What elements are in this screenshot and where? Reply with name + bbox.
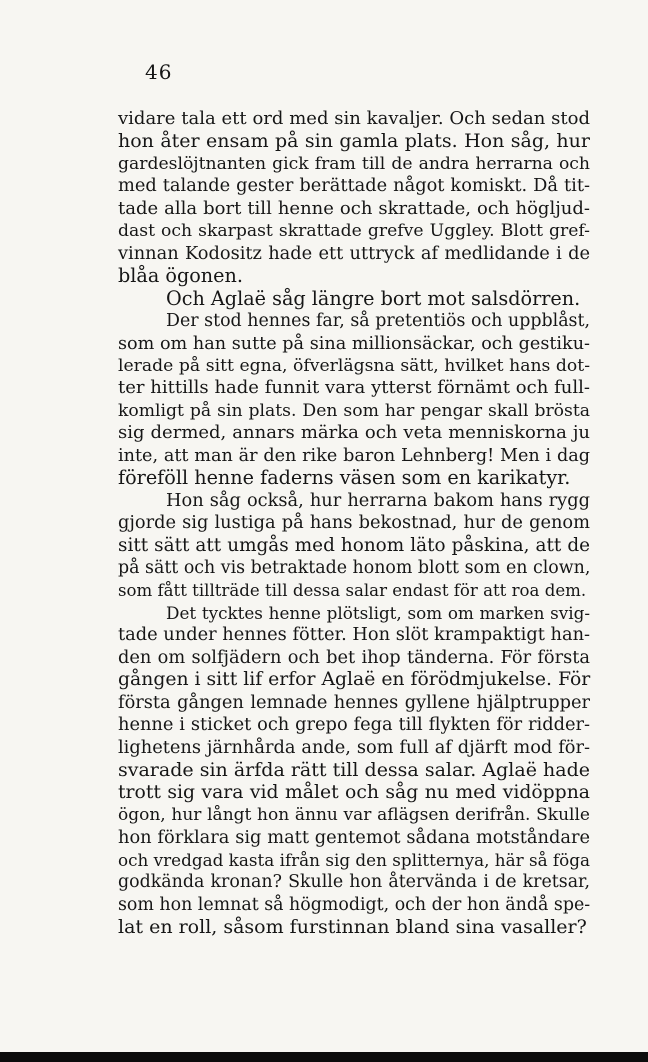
text-line: ter hittills hade funnit vara ytterst förnämt och full- [118, 377, 590, 399]
text-line: hon förklara sig matt gentemot sådana motståndare [118, 826, 590, 848]
text-line: som hon lemnat så högmodigt, och der hon ändå spe- [118, 894, 591, 915]
body-text [118, 108, 590, 939]
text-line: på sätt och vis betraktade honom blott som en clown, [118, 558, 591, 579]
text-line: sitt sätt att umgås med honom läto påskina, att de [118, 534, 590, 556]
text-line: Hon såg också, hur herrarna bakom hans rygg [166, 489, 590, 511]
text-line: som om han sutte på sina millionsäckar, och gestiku- [118, 333, 590, 354]
paragraph-2 [118, 288, 590, 310]
text-line: inte, att man är den rike baron Lehnberg! Men i dag [118, 445, 590, 466]
text-line: dast och skarpast skrattade grefve Uggley. Blott gref- [118, 221, 590, 242]
text-line: vinnan Kodositz hade ett uttryck af medlidande i de [118, 242, 590, 264]
text-line: lat en roll, såsom furstinnan bland sina vasaller? [118, 916, 587, 939]
scan-bottom-edge [0, 1052, 648, 1062]
paragraph-3 [118, 310, 590, 490]
text-line: med talande gester berättade något komiskt. Då tit- [118, 175, 590, 197]
text-line: tade alla bort till henne och skrattade, och högljud- [118, 197, 590, 219]
text-line: första gången lemnade hennes gyllene hjälptrupper [118, 691, 590, 713]
text-line: svarade sin ärfda rätt till dessa salar. Aglaë hade [118, 759, 590, 782]
text-line: Der stod hennes far, så pretentiös och uppblåst, [166, 311, 590, 332]
text-line: och vredgad kasta ifrån sig den splitternya, här så föga [118, 849, 590, 870]
text-line: föreföll henne faderns väsen som en karikatyr. [118, 466, 571, 490]
text-line: sig dermed, annars märka och veta menniskorna ju [118, 422, 590, 444]
text-line: vidare tala ett ord med sin kavaljer. Och sedan stod [118, 108, 590, 129]
paragraph-1 [118, 108, 590, 288]
text-line: hon åter ensam på sin gamla plats. Hon såg, hur [118, 130, 590, 153]
paragraph-5 [118, 602, 590, 939]
text-line: trott sig vara vid målet och såg nu med vidöppna [118, 781, 590, 803]
text-line: lerade på sitt egna, öfverlägsna sätt, hvilket hans dot- [118, 355, 590, 376]
text-line: gardeslöjtnanten gick fram till de andra herrarna och [118, 153, 590, 174]
text-line: ögon, hur långt hon ännu var aflägsen derifrån. Skulle [118, 805, 590, 826]
text-line: den om solfjädern och bet ihop tänderna. För första [118, 646, 590, 668]
text-line: Det tycktes henne plötsligt, som om marken svig- [166, 602, 590, 623]
text-line: henne i sticket och grepo fega till flykten för ridder- [118, 714, 590, 736]
text-line: gjorde sig lustiga på hans bekostnad, hur de genom [118, 512, 590, 534]
text-line: Och Aglaë såg längre bort mot salsdörren. [166, 286, 581, 310]
text-line: tade under hennes fötter. Hon slöt krampaktigt han- [118, 624, 591, 646]
page-number: 46 [145, 60, 173, 84]
text-line: komligt på sin plats. Den som har pengar skall brösta [118, 400, 590, 421]
text-line: lighetens järnhårda ande, som full af djärft mod för- [118, 736, 590, 758]
paragraph-4 [118, 490, 590, 602]
text-line: som fått tillträde till dessa salar endast för att roa dem. [118, 580, 587, 600]
text-line: blåa ögonen. [118, 264, 243, 288]
text-line: gången i sitt lif erfor Aglaë en förödmjukelse. För [118, 669, 591, 691]
text-line: godkända kronan? Skulle hon återvända i de kretsar, [118, 872, 590, 893]
